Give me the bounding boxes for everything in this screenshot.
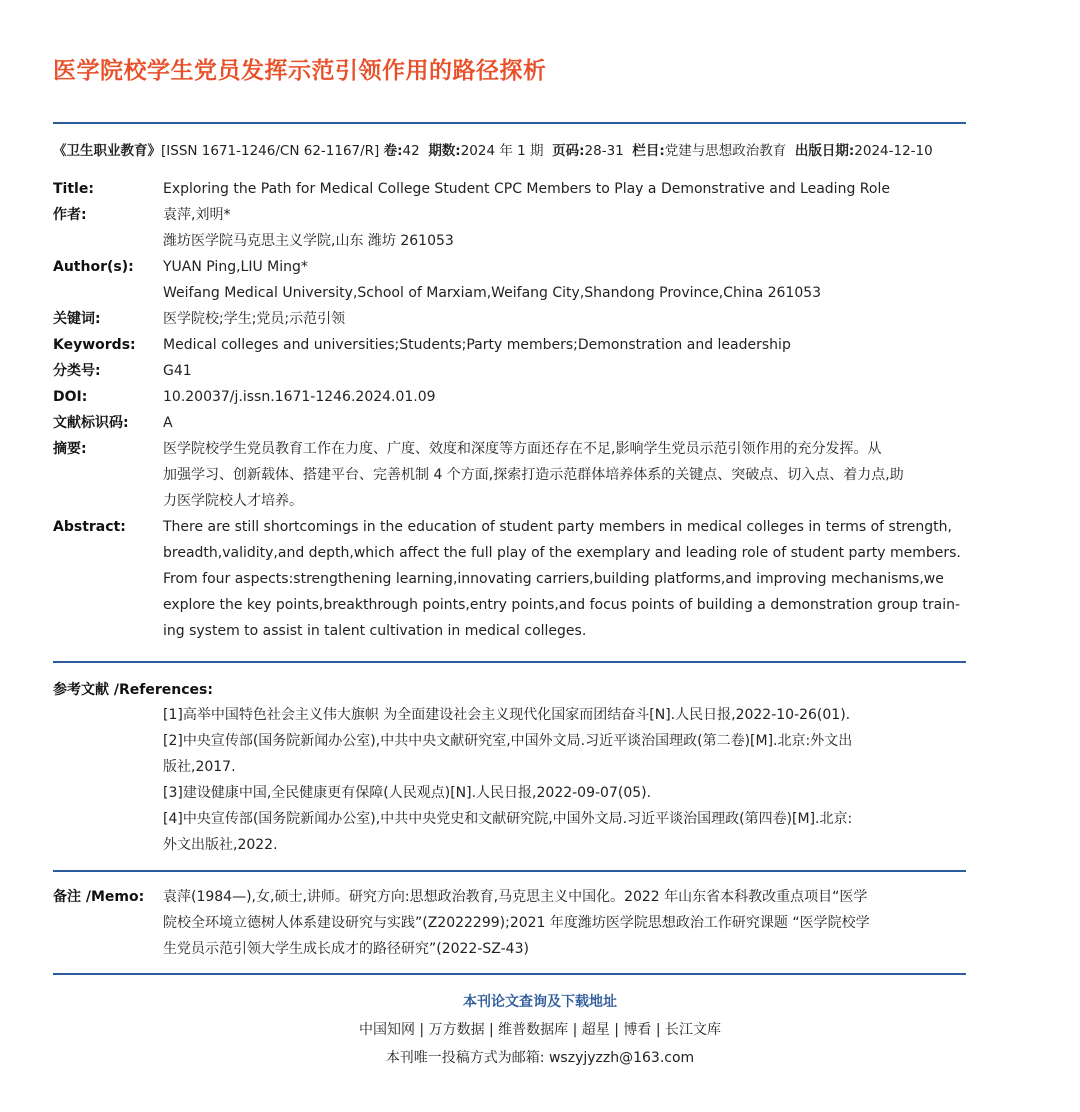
title-row — [53, 176, 983, 202]
doccode-value: A — [163, 415, 173, 431]
date-value: 2024-12-10 — [854, 143, 933, 159]
keywords-en: Medical colleges and universities;Students;Party members;Demonstration and leadership — [163, 337, 791, 353]
keywords-en-label: Keywords: — [53, 337, 136, 353]
footer-title: 本刊论文查询及下载地址 — [463, 994, 617, 1010]
class-row — [53, 358, 983, 384]
reference-line: [1]高举中国特色社会主义伟大旗帜 为全面建设社会主义现代化国家而团结奋斗[N].人民日报,2022-10-26(01). — [163, 707, 851, 723]
class-no: G41 — [163, 363, 192, 379]
author-en-row — [53, 254, 983, 306]
article-metadata — [53, 176, 983, 644]
divider-footer — [53, 973, 966, 975]
references-section — [53, 678, 973, 858]
reference-list — [163, 702, 973, 858]
reference-line: [4]中央宣传部(国务院新闻办公室),中共中央党史和文献研究院,中国外文局.习近平谈治国理政(第四卷)[M].北京: — [163, 811, 853, 827]
memo-line: 院校全环境立德树人体系建设研究与实践”(Z2022299);2021 年度潍坊医学院思想政治工作研究课题 “医学院校学 — [163, 915, 870, 931]
abstract-cn-line: 力医学院校人才培养。 — [163, 493, 303, 509]
divider-top — [53, 122, 966, 124]
pages-label: 页码: — [552, 143, 585, 159]
author-label: 作者: — [53, 207, 87, 223]
doi-row — [53, 384, 983, 410]
abstract-en-line: explore the key points,breakthrough points,entry points,and focus points of building a demonstration group train- — [163, 597, 961, 613]
affiliation-en: Weifang Medical University,School of Marxiam,Weifang City,Shandong Province,China 261053 — [163, 285, 822, 301]
abstract-cn-row — [53, 436, 983, 514]
reference-line: 版社,2017. — [163, 759, 236, 775]
keywords-cn-label: 关键词: — [53, 311, 101, 327]
title-en: Exploring the Path for Medical College Student CPC Members to Play a Demonstrative and Leading Role — [163, 181, 890, 197]
authors-cn: 袁萍,刘明* — [163, 207, 231, 223]
class-label: 分类号: — [53, 363, 101, 379]
journal-info — [53, 139, 1063, 159]
abstract-en-row — [53, 514, 983, 644]
footer-databases: 中国知网 | 万方数据 | 维普数据库 | 超星 | 博看 | 长江文库 — [358, 1022, 722, 1038]
volume-label: 卷: — [383, 143, 403, 159]
issue-label: 期数: — [428, 143, 461, 159]
footer-contact: 本刊唯一投稿方式为邮箱: wszyjyzzh@163.com — [385, 1050, 695, 1066]
keywords-cn: 医学院校;学生;党员;示范引领 — [163, 311, 346, 327]
title-label: Title: — [53, 181, 94, 197]
memo-line: 袁萍(1984—),女,硕士,讲师。研究方向:思想政治教育,马克思主义中国化。2022 年山东省本科教改重点项目“医学 — [163, 889, 868, 905]
reference-line: [3]建设健康中国,全民健康更有保障(人民观点)[N].人民日报,2022-09-07(05). — [163, 785, 652, 801]
abstract-en-line: From four aspects:strengthening learning,innovating carriers,building platforms,and improving mechanisms,we — [163, 571, 944, 587]
journal-issn: [ISSN 1671-1246/CN 62-1167/R] — [161, 143, 380, 159]
doccode-row — [53, 410, 983, 436]
volume-value: 42 — [402, 143, 420, 159]
doi-label: DOI: — [53, 389, 88, 405]
date-label: 出版日期: — [794, 143, 855, 159]
column-value: 党建与思想政治教育 — [664, 143, 787, 159]
journal-name: 《卫生职业教育》 — [53, 143, 161, 159]
author-cn-row — [53, 202, 983, 254]
abstract-cn-line: 医学院校学生党员教育工作在力度、广度、效度和深度等方面还存在不足,影响学生党员示范引领作用的充分发挥。从 — [163, 441, 882, 457]
keywords-en-row — [53, 332, 983, 358]
doccode-label: 文献标识码: — [53, 415, 129, 431]
memo-label: 备注 /Memo: — [53, 889, 145, 905]
abstract-en-label: Abstract: — [53, 519, 126, 535]
reference-line: 外文出版社,2022. — [163, 837, 278, 853]
author-en-label: Author(s): — [53, 259, 134, 275]
references-label: 参考文献 /References: — [53, 682, 213, 698]
affiliation-cn: 潍坊医学院马克思主义学院,山东 潍坊 261053 — [163, 233, 454, 249]
article-title: 医学院校学生党员发挥示范引领作用的路径探析 — [53, 58, 547, 84]
abstract-cn-label: 摘要: — [53, 441, 87, 457]
authors-en: YUAN Ping,LIU Ming* — [163, 259, 308, 275]
memo-line: 生党员示范引领大学生成长成才的路径研究”(2022-SZ-43) — [163, 941, 529, 957]
abstract-cn-line: 加强学习、创新载体、搭建平台、完善机制 4 个方面,探索打造示范群体培养体系的关键点、突破点、切入点、着力点,助 — [163, 467, 904, 483]
keywords-cn-row — [53, 306, 983, 332]
pages-value: 28-31 — [584, 143, 624, 159]
abstract-en-line: breadth,validity,and depth,which affect the full play of the exemplary and leading role of student party members. — [163, 545, 961, 561]
abstract-en-line: ing system to assist in talent cultivation in medical colleges. — [163, 623, 587, 639]
reference-line: [2]中央宣传部(国务院新闻办公室),中共中央文献研究室,中国外文局.习近平谈治国理政(第二卷)[M].北京:外文出 — [163, 733, 853, 749]
column-label: 栏目: — [632, 143, 665, 159]
issue-value: 2024 年 1 期 — [460, 143, 544, 159]
memo-section — [53, 884, 973, 962]
divider-memo — [53, 870, 966, 872]
doi-value: 10.20037/j.issn.1671-1246.2024.01.09 — [163, 389, 436, 405]
footer — [0, 988, 1080, 1072]
abstract-en-line: There are still shortcomings in the education of student party members in medical colleges in terms of strength, — [163, 519, 952, 535]
divider-references — [53, 661, 966, 663]
